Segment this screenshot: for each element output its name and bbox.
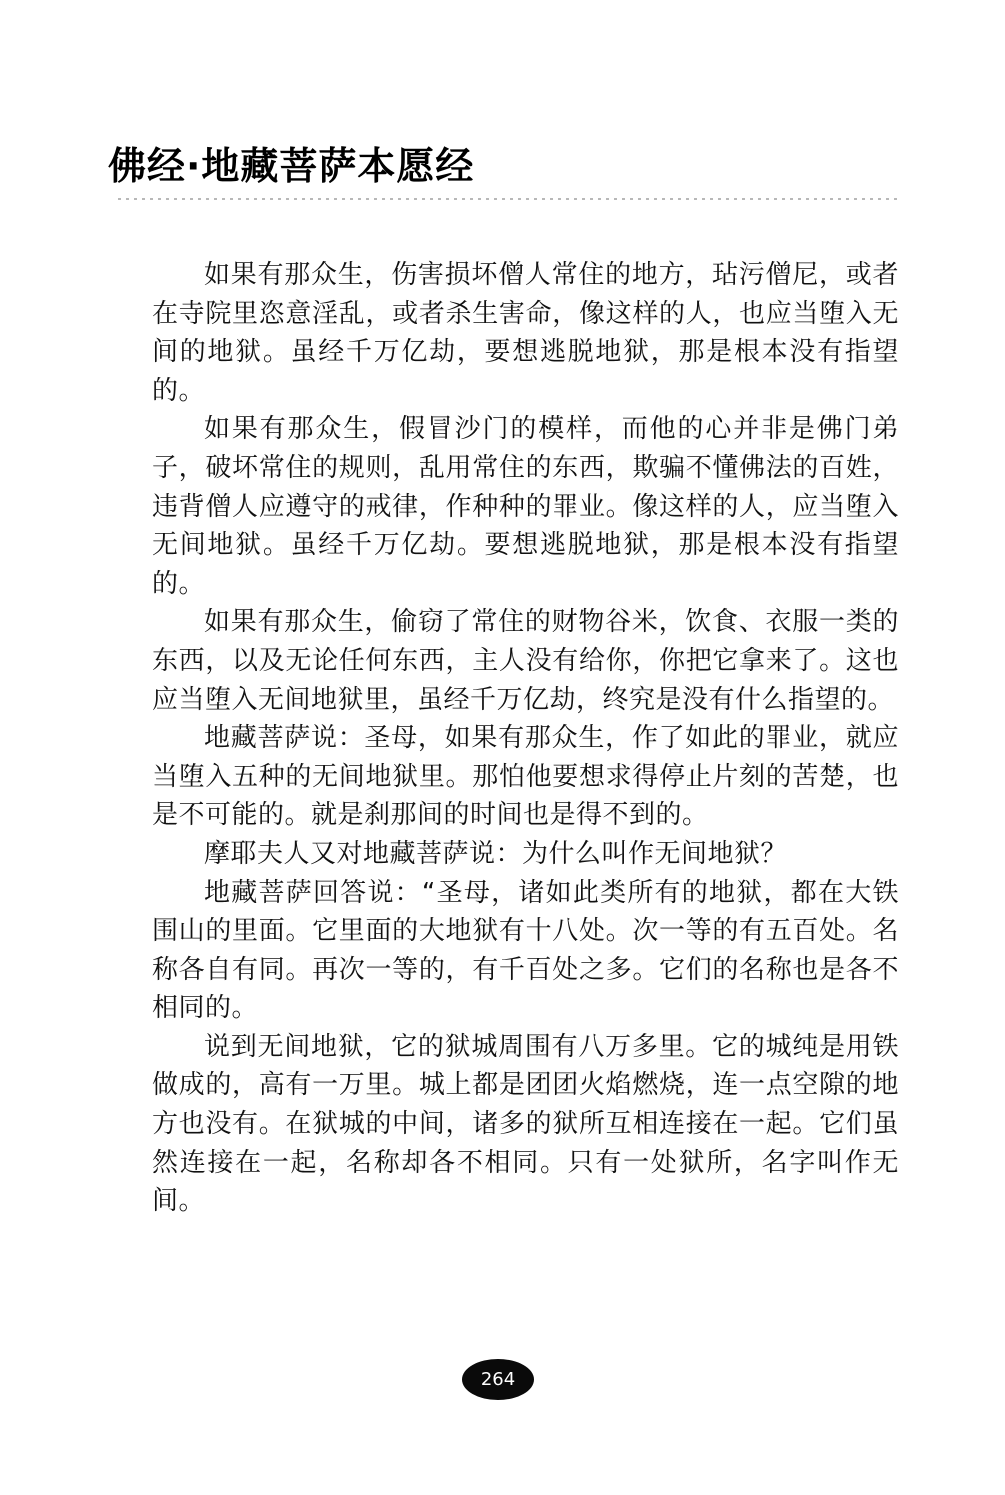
paragraph: 说到无间地狱，它的狱城周围有八万多里。它的城纯是用铁做成的，高有一万里。城上都是团团火焰燃烧，连一点空隙的地方也没有。在狱城的中间，诸多的狱所互相连接在一起。它们虽然连接在一起，名称却各不相同。只有一处狱所，名字叫作无间。: [152, 1031, 899, 1217]
paragraph: 如果有那众生，偷窃了常住的财物谷米，饮食、衣服一类的东西，以及无论任何东西，主人没有给你，你把它拿来了。这也应当堕入无间地狱里，虽经千万亿劫，终究是没有什么指望的。: [152, 607, 899, 715]
paragraph: 如果有那众生，伤害损坏僧人常住的地方，玷污僧尼，或者在寺院里恣意淫乱，或者杀生害命，像这样的人，也应当堕入无间的地狱。虽经千万亿劫，要想逃脱地狱，那是根本没有指望的。: [152, 260, 899, 406]
page-header-title: 佛经·地藏菩萨本愿经: [108, 144, 475, 188]
body-text: [152, 256, 899, 1221]
paragraph: 地藏菩萨回答说：“圣母，诸如此类所有的地狱，都在大铁围山的里面。它里面的大地狱有十八处。次一等的有五百处。名称各自有同。再次一等的，有千百处之多。它们的名称也是各不相同的。: [152, 877, 899, 1024]
paragraph: 摩耶夫人又对地藏菩萨说：为什么叫作无间地狱？: [204, 838, 788, 869]
header-divider: [118, 198, 900, 200]
paragraph: 地藏菩萨说：圣母，如果有那众生，作了如此的罪业，就应当堕入五种的无间地狱里。那怕他要想求得停止片刻的苦楚，也是不可能的。就是刹那间的时间也是得不到的。: [152, 723, 899, 831]
paragraph: 如果有那众生，假冒沙门的模样，而他的心并非是佛门弟子，破坏常住的规则，乱用常住的东西，欺骗不懂佛法的百姓，违背僧人应遵守的戒律，作种种的罪业。像这样的人，应当堕入无间地狱。虽经千万亿劫。要想逃脱地狱，那是根本没有指望的。: [152, 414, 899, 599]
page-number-badge: 264: [462, 1359, 534, 1400]
